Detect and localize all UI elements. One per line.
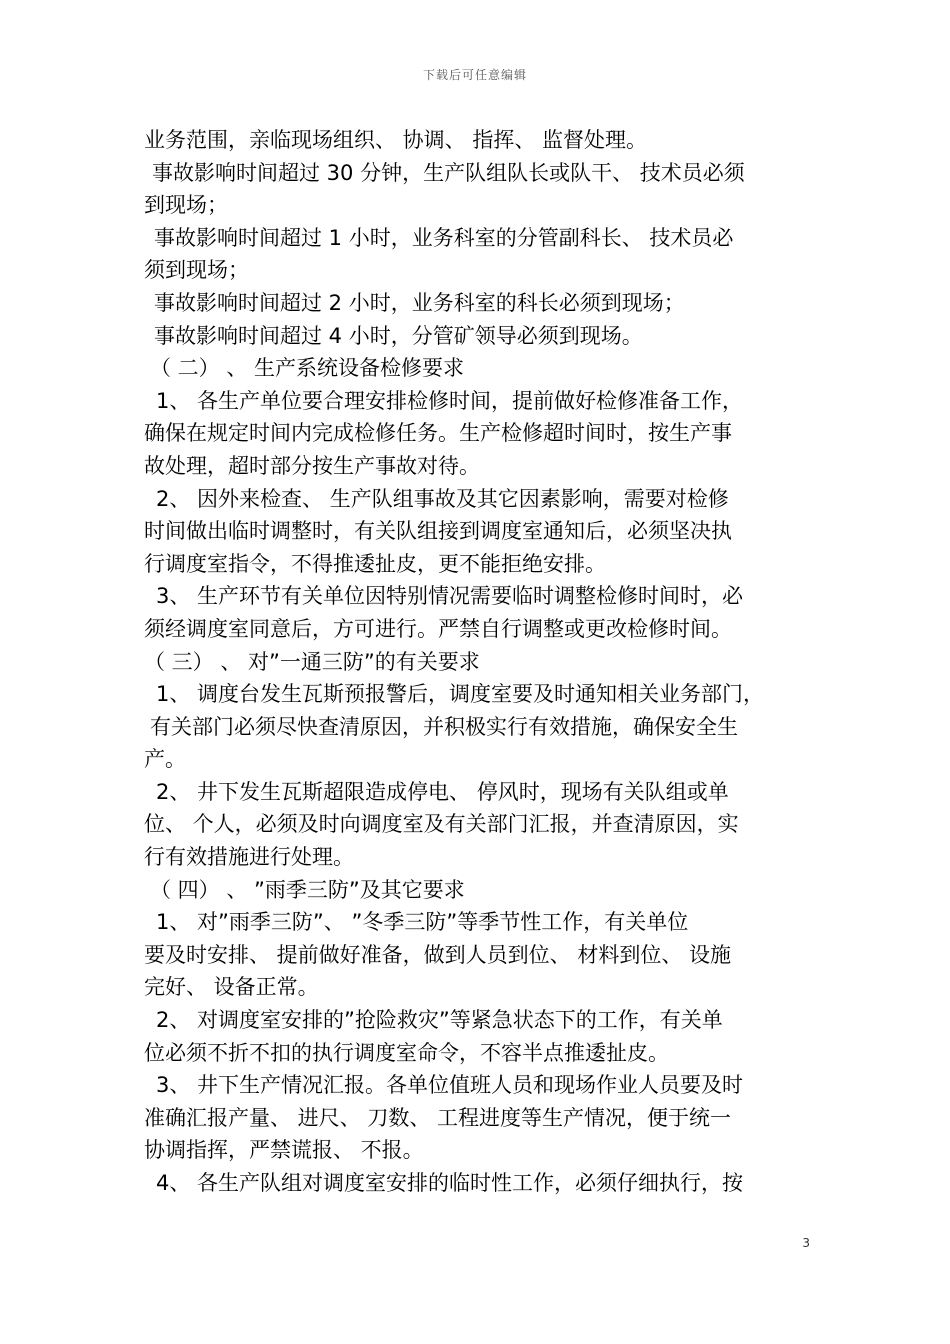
text-line: 业务范围，亲临现场组织、 协调、 指挥、 监督处理。: [144, 128, 648, 152]
text-line: （ 四） 、 ”雨季三防”及其它要求: [150, 877, 465, 902]
text-line: 2、 因外来检查、 生产队组事故及其它因素影响，需要对检修: [156, 486, 729, 511]
text-line: 事故影响时间超过 1 小时，业务科室的分管副科长、 技术员必: [154, 225, 734, 250]
text-line: 1、 对”雨季三防”、 ”冬季三防”等季节性工作，有关单位: [156, 910, 689, 935]
text-line: 位必须不折不扣的执行调度室命令，不容半点推逶扯皮。: [144, 1040, 669, 1065]
text-line: 行有效措施进行处理。: [144, 845, 354, 870]
text-line: 要及时安排、 提前做好准备，做到人员到位、 材料到位、 设施: [144, 942, 732, 967]
text-line: 准确汇报产量、 进尺、 刀数、 工程进度等生产情况，便于统一: [144, 1105, 732, 1130]
text-line: 事故影响时间超过 4 小时，分管矿领导必须到现场。: [154, 323, 643, 348]
text-line: 确保在规定时间内完成检修任务。生产检修超时间时，按生产事: [144, 421, 732, 446]
text-line: 2、 对调度室安排的”抢险救灾”等紧急状态下的工作，有关单: [156, 1008, 723, 1033]
document-body: [144, 124, 810, 1200]
text-line: 须到现场；: [144, 258, 249, 283]
text-line: 时间做出临时调整时，有关队组接到调度室通知后，必须坚决执: [144, 519, 732, 544]
text-line: 到现场；: [144, 193, 228, 218]
text-line: 有关部门必须尽快查清原因，并积极实行有效措施，确保安全生: [150, 714, 738, 739]
text-line: 3、 生产环节有关单位因特别情况需要临时调整检修时间时，必: [156, 584, 744, 609]
text-line: 1、 调度台发生瓦斯预报警后，调度室要及时通知相关业务部门，: [156, 682, 765, 707]
text-line: 3、 井下生产情况汇报。各单位值班人员和现场作业人员要及时: [156, 1073, 744, 1098]
text-line: 产。: [144, 747, 186, 772]
text-line: （ 二） 、 生产系统设备检修要求: [150, 356, 465, 381]
text-line: 须经调度室同意后，方可进行。严禁自行调整或更改检修时间。: [144, 616, 732, 641]
text-line: 协调指挥，严禁谎报、 不报。: [144, 1138, 424, 1163]
text-line: 事故影响时间超过 2 小时，业务科室的科长必须到现场；: [154, 290, 685, 315]
text-line: 行调度室指令，不得推逶扯皮，更不能拒绝安排。: [144, 551, 606, 576]
text-line: 2、 井下发生瓦斯超限造成停电、 停风时，现场有关队组或单: [156, 779, 729, 804]
text-line: 4、 各生产队组对调度室安排的临时性工作，必须仔细执行，按: [156, 1171, 744, 1195]
page-header: 下载后可任意编辑: [422, 68, 527, 82]
text-line: 位、 个人，必须及时向调度室及有关部门汇报，并查清原因，实: [144, 812, 739, 837]
text-line: （ 三） 、 对”一通三防”的有关要求: [144, 649, 480, 674]
page-number: 3: [802, 1236, 810, 1250]
text-line: 事故影响时间超过 30 分钟，生产队组队长或队干、 技术员必须: [152, 160, 745, 185]
text-line: 1、 各生产单位要合理安排检修时间，提前做好检修准备工作，: [156, 388, 744, 413]
text-line: 故处理，超时部分按生产事故对待。: [144, 453, 480, 478]
text-line: 完好、 设备正常。: [144, 975, 319, 1000]
